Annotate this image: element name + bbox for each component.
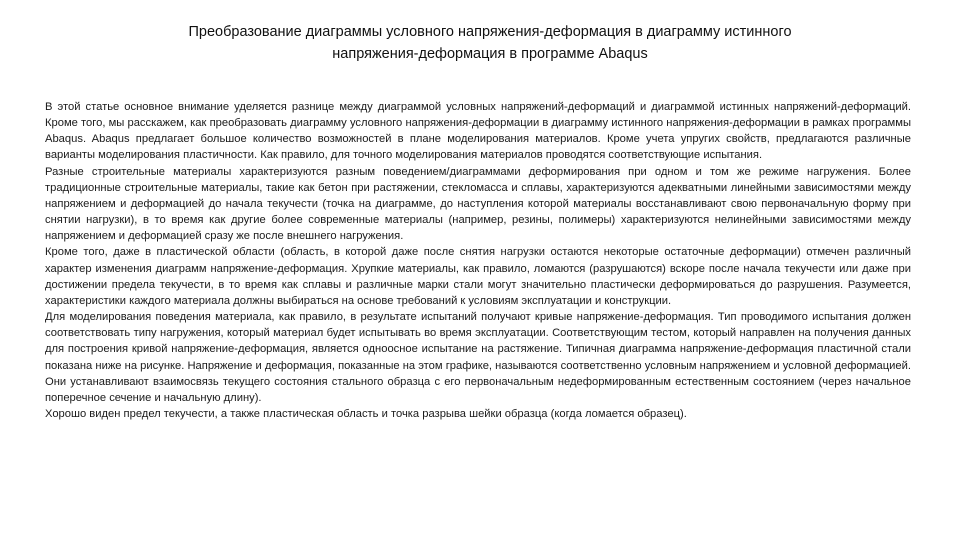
paragraph-testing: Для моделирования поведения материала, как правило, в результате испытаний получают кривые напряжение-деформация. Тип проводимого испытания должен соответствовать типу нагружения, который материал будет испытывать во время эксплуатации. Соответствующим тестом, который направлен на получения данных для построения кривой напряжение-деформация, является одноосное испытание на растяжение. Типичная диаграмма напряжение-деформация пластичной стали показана ниже на рисунке. Напряжение и деформация, показанные на этом графике, называются соответственно условным напряжением и условной деформацией. Они устанавливают взаимосвязь текущего состояния стального образца с его первоначальным недеформированным естественным состоянием (через начальное поперечное сечение и начальную длину). <box>45 311 911 404</box>
paragraph-materials-behavior: Разные строительные материалы характеризуются разным поведением/диаграммами деформирования при одном и том же режиме нагружения. Более традиционные строительные материалы, такие как бетон при растяжении, стекломасса и сплавы, характеризуются адекватными линейными зависимостями между напряжением и деформацией до начала текучести (точка на диаграмме, до наступления которой материалы восстанавливают свою первоначальную форму при снятии нагрузки), в то время как другие более современные материалы (например, резины, полимеры) характеризуются нелинейными зависимостями между напряжением и деформацией сразу же после внешнего нагружения. <box>45 165 911 243</box>
document-body <box>45 99 911 422</box>
document-title-line-2: напряжения-деформация в программе Abaqus <box>332 46 648 62</box>
paragraph-plastic-region: Кроме того, даже в пластической области (область, в которой даже после снятия нагрузки остаются некоторые остаточные деформации) отмечен различный характер изменения диаграмм напряжение-деформация. Хрупкие материалы, как правило, ломаются (разрушаются) вскоре после начала текучести или даже при достижении предела текучести, в то время как сплавы и различные марки стали могут значительно пластически деформироваться до разрушения. Разумеется, характеристики каждого материала должны выбираться на основе требований к условиям эксплуатации и конструкции. <box>45 246 911 307</box>
document-title <box>100 21 880 65</box>
paragraph-intro: В этой статье основное внимание уделяется разнице между диаграммой условных напряжений-деформаций и диаграммой истинных напряжений-деформаций. Кроме того, мы расскажем, как преобразовать диаграмму условного напряжения-деформации в диаграмму истинного напряжения-деформации в рамках программы Abaqus. Abaqus предлагает большое количество возможностей в плане моделирования материалов. Кроме учета упругих свойств, предлагаются различные варианты моделирования пластичности. Как правило, для точного моделирования материалов проводятся соответствующие испытания. <box>45 101 911 162</box>
document-title-line-1: Преобразование диаграммы условного напряжения-деформация в диаграмму истинного <box>188 24 792 40</box>
paragraph-yield-point: Хорошо виден предел текучести, а также пластическая область и точка разрыва шейки образца (когда ломается образец). <box>45 407 687 420</box>
